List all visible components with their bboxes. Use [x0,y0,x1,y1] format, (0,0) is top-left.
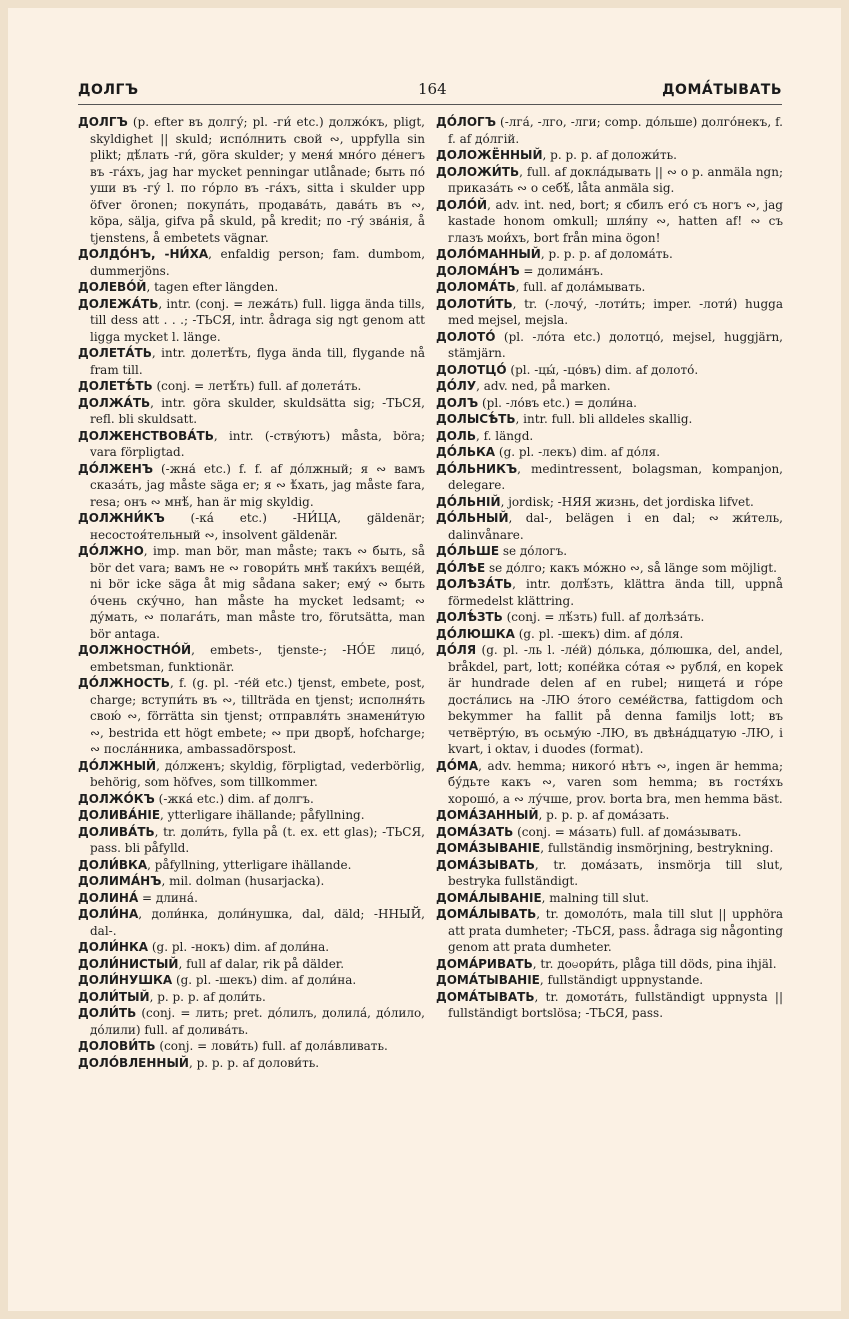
entry-definition: (g. pl. -шекъ) dim. af доли́на. [172,973,357,987]
dictionary-entry [78,675,425,758]
dictionary-entry [436,758,783,808]
dictionary-entry [436,362,783,379]
entry-headword: ДОМА́ЛЫВАТЬ [436,907,537,921]
entry-definition: (pl. -ло́та etc.) долотцо́, mejsel, huggjärn, stämjärn. [448,329,783,360]
entry-headword: ДОМА́ТЫВАНІЕ [436,973,540,987]
dictionary-entry [78,807,425,824]
entry-headword: ДОМА́РИВАТЬ [436,956,533,971]
entry-headword: ДОЛЕТѢ́ТЬ [78,379,153,393]
entry-definition: (g. pl. -нокъ) dim. af доли́на. [148,940,330,954]
entry-headword: ДОЛИ́ВКА [78,857,148,872]
dictionary-entry [78,114,425,246]
entry-headword: ДОЛОТЦО́ [436,362,507,377]
entry-definition: (conj. = ма́зать) full. af дома́зывать. [513,824,742,839]
dictionary-entry [436,246,783,263]
dictionary-entry [436,395,783,412]
dictionary-entry [78,378,425,395]
dictionary-entry [78,428,425,461]
dictionary-entry [436,972,783,989]
entry-definition: , p. p. p. af долови́ть. [188,1055,320,1070]
entry-headword: ДОЛѢ́ЗТЬ [436,610,503,624]
dictionary-entry [436,989,783,1022]
left-column [78,114,425,1214]
entry-definition: , embets-, tjenste-; -НО́Е лицо́, embetsman, funktionär. [90,643,425,674]
entry-headword: ДОЛЖНИ́КЪ [78,511,165,525]
entry-headword: ДОЛДО́НЪ, -НИ́ХА [78,247,209,261]
dictionary-entry [78,972,425,989]
dictionary-entry [78,642,425,675]
entry-headword: ДОМА́ТЫВАТЬ [436,989,535,1004]
entry-headword: ДОЛИ́НУШКА [78,973,173,987]
entry-headword: ДОМА́ЗЫВАНІЕ [436,841,541,855]
entry-headword: ДОЛИ́ТЫЙ [78,989,150,1004]
entry-definition: (-лга́, -лго, -лги; comp. до́льше) долго́некъ, f. f. af до́лгій. [448,115,783,146]
entry-definition: , intr. full. bli alldeles skallig. [515,412,693,426]
entry-headword: ДОЛОМА́ТЬ [436,280,516,294]
entry-headword: ДОЛЕЖА́ТЬ [78,296,159,311]
entry-definition: , tr. (-лочу́, -лоти́ть; imper. -лоти́) hugga med mejsel, mejsla. [448,296,783,327]
entry-headword: ДО́ЛЖНОСТЬ [78,676,170,690]
dictionary-entry [436,428,783,445]
entry-definition: , imp. man bör, man måste; такъ ∾ быть, så bör det vara; вамъ не ∾ говори́ть мнѣ́ таки́хъ веще́й, ni bör icke säga åt mig sådana saker; ему́ ∾ быть о́чень ску́чно, han måste ha mycket ledsamt; ∾ ду́мать, ∾ полага́ть, man måste tro, förutsätta, man bör antaga. [90,544,425,641]
dictionary-entry [436,906,783,956]
entry-definition: , f. (g. pl. -те́й etc.) tjenst, embete, post, charge; вступи́ть въ ∾, tillträda en tjenst; исполня́ть свою́ ∾, förrätta sin tjenst; отправля́ть знамени́тую ∾, bestrida ett högt embete; ∾ при дворѣ́, hofcharge; ∾ посла́нника, ambassadörspost. [90,676,425,756]
header-left-guideword: ДОЛГЪ [78,82,139,98]
page-number: 164 [418,80,447,98]
dictionary-entry [78,824,425,857]
dictionary-entry [78,906,425,939]
entry-definition: , f. längd. [476,428,534,443]
header-rule [78,104,782,105]
dictionary-entry [436,494,783,511]
entry-definition: , fullständigt uppnystande. [539,973,704,987]
dictionary-entry [436,510,783,543]
entry-definition: (g. pl. -лекъ) dim. af до́ля. [495,445,661,459]
entry-definition: , påfyllning, ytterligare ihällande. [147,857,352,872]
entry-definition: , tr. доли́ть, fylla på (t. ex. ett glas); -ТЬСЯ, pass. bli påfylld. [90,824,425,855]
entry-headword: ДОЛО́МАННЫЙ [436,247,541,261]
dictionary-entry [78,890,425,907]
entry-headword: ДО́ЛОГЪ [436,115,496,129]
entry-headword: ДОМА́ЛЫВАНІЕ [436,890,542,905]
entry-headword: ДОЛИВА́НІЕ [78,808,161,822]
entry-headword: ДО́ЛЖЕНЪ [78,461,154,476]
entry-definition: (conj. = лить; pret. до́лилъ, долила́, до́лило, до́лили) full. af долива́ть. [90,1006,425,1037]
dictionary-entry [436,807,783,824]
entry-definition: (conj. = летѣ́ть) full. af долета́ть. [152,379,362,393]
entry-headword: ДОМА́ЗАТЬ [436,824,514,839]
entry-definition: , p. p. p. af дома́зать. [538,808,670,822]
entry-definition: , adv. ned, på marken. [476,379,611,393]
entry-headword: ДОЛО́ВЛЕННЫЙ [78,1055,189,1070]
entry-headword: ДОЛЫСѢ́ТЬ [436,412,516,426]
dictionary-entry [436,444,783,461]
page-header [78,80,782,102]
dictionary-entry [436,461,783,494]
entry-definition: (conj. = лови́ть) full. af дола́вливать. [155,1039,388,1053]
dictionary-entry [436,543,783,560]
entry-definition: , full af dalar, rik på dälder. [178,956,345,971]
entry-definition: = долима́нъ. [519,263,604,278]
entry-definition: , p. p. p. af доложи́ть. [542,148,677,162]
entry-headword: ДО́ЛЬШЕ [436,544,500,558]
dictionary-entry [436,642,783,758]
dictionary-entry [78,296,425,346]
dictionary-entry [436,378,783,395]
dictionary-entry [78,395,425,428]
dictionary-entry [436,263,783,280]
entry-headword: ДОЛИ́НКА [78,940,149,954]
entry-definition: , full. af дола́мывать. [515,280,646,294]
dictionary-entry [78,246,425,279]
entry-definition: , full. af докла́дывать || ∾ о p. anmäla ngn; приказа́ть ∾ о себѣ́, låta anmäla sig. [448,164,783,195]
dictionary-entry [436,840,783,857]
dictionary-entry [78,1055,425,1072]
dictionary-entry [436,279,783,296]
entry-definition: , mil. dolman (husarjacka). [161,874,325,888]
entry-headword: ДОЛЖА́ТЬ [78,395,151,410]
entry-definition: , adv. hemma; никого́ нѣтъ ∾, ingen är hemma; бу́дьте какъ ∾, varen som hemma; въ гостя́хъ хорошо́, а ∾ лу́чше, prov. borta bra, men hemma bäst. [448,758,783,806]
entry-definition: , intr. долетѣ́ть, flyga ända till, flygande nå fram till. [90,346,425,377]
entry-definition: se до́лго; какъ мо́жно ∾, så länge som möjligt. [485,560,777,575]
dictionary-entry [78,857,425,874]
entry-definition: , до́лженъ; skyldig, förpligtad, vederbörlig, behörig, som höfves, som tillkommer. [90,758,425,789]
entry-headword: ДОЛЖНОСТНО́Й [78,643,192,657]
entry-definition: (g. pl. -ль l. -ле́й) до́лька, до́люшка, del, andel, bråkdel, part, lott; копе́йка со́тая ∾ рубля́, en kopek är hundrade delen af en rubel; нищета́ и го́ре доста́лись на -ЛЮ э́того семе́йства, fattigdom och bekymmer ha fallit på denna familjs lott; въ четвёрту́ю, въ осьму́ю -ЛЮ, въ двѣна́дцатую -ЛЮ, i kvart, i oktav, i duodes (format). [448,643,783,756]
entry-definition: , malning till slut. [541,890,649,905]
entry-definition: , доли́нка, доли́нушка, dal, däld; -ННЫЙ, dal-. [90,907,425,938]
entry-headword: ДОЛЬ [436,428,477,443]
dictionary-entry [78,873,425,890]
entry-headword: ДО́ЛЬНИКЪ [436,461,518,476]
entry-definition: (-ка́ etc.) -НИ́ЦА, gäldenär; несостоя́тельный ∾, insolvent gäldenär. [90,511,425,542]
entry-definition: (conj. = лѣ́зть) full. af долѣза́ть. [502,610,705,624]
dictionary-entry [78,956,425,973]
dictionary-entry [436,576,783,609]
dictionary-entry [78,345,425,378]
entry-headword: ДО́ЛУ [436,379,477,393]
dictionary-entry [78,461,425,511]
entry-headword: ДОЛОМА́НЪ [436,263,520,278]
entry-headword: ДОЛОЖИ́ТЬ [436,164,520,179]
dictionary-entry [436,329,783,362]
entry-definition: , enfaldig person; fam. dumbom, dummerjöns. [90,247,425,278]
entry-headword: ДО́ЛЖНО [78,544,144,558]
entry-headword: ДОЛЖО́КЪ [78,791,155,806]
entry-definition: , adv. int. ned, bort; я сбилъ его́ съ ногъ ∾, jag kastade honom omkull; шля́пу ∾, hatten af! ∾ съ глазъ мои́хъ, bort från mina ögon! [448,197,783,245]
entry-definition: se до́логъ. [499,544,568,558]
entry-definition: , dal-, belägen i en dal; ∾ жи́тель, dalinvånare. [448,511,783,542]
entry-headword: ДО́ЛЮШКА [436,626,515,641]
entry-definition: , jordisk; -НЯЯ жизнь, det jordiska lifvet. [500,494,754,509]
entry-headword: ДО́МА [436,758,479,773]
entry-headword: ДОЛИВА́ТЬ [78,824,155,839]
entry-definition: , tr. домоло́ть, mala till slut || upphöra att prata dumheter; -ТЬСЯ, pass. ådraga sig någonting genom att prata dumheter. [448,907,783,954]
dictionary-entry [78,543,425,642]
entry-definition: , medintressent, bolagsman, kompanjon, delegare. [448,461,783,492]
entry-headword: ДОЛОТИ́ТЬ [436,296,513,311]
dictionary-entry [436,164,783,197]
dictionary-entry [78,989,425,1006]
entry-definition: , p. p. p. af доли́ть. [149,989,266,1004]
dictionary-entry [78,1038,425,1055]
entry-definition: (-жна́ etc.) f. f. af до́лжный; я ∾ вамъ сказа́ть, jag måste säga er; я ∾ ѣ́хать, jag måste fara, resa; онъ ∾ мнѣ́, han är mig skyldig. [90,461,425,509]
dictionary-entry [78,510,425,543]
entry-headword: ДОЛИМА́НЪ [78,874,162,888]
entry-headword: ДОЛѢЗА́ТЬ [436,577,513,591]
entry-headword: ДОЛИ́ТЬ [78,1006,137,1020]
entry-headword: ДОЛГЪ [78,115,128,129]
dictionary-entry [436,626,783,643]
entry-headword: ДО́ЛЖНЫЙ [78,758,157,773]
right-column [436,114,783,1214]
dictionary-entry [78,939,425,956]
dictionary-entry [436,956,783,973]
entry-headword: ДОЛИ́НА [78,907,139,921]
entry-headword: ДОЛЖЕНСТВОВА́ТЬ [78,428,214,443]
entry-definition: = длина́. [138,890,198,905]
entry-definition: , ytterligare ihällande; påfyllning. [160,808,365,822]
entry-headword: ДО́ЛЯ [436,643,477,657]
entry-definition: , tagen efter längden. [146,280,279,294]
entry-definition: , intr. (-ству́ютъ) måsta, böra; vara förpligtad. [90,428,425,459]
entry-headword: ДОЛИНА́ [78,890,139,905]
entry-definition: , p. p. p. af долома́ть. [540,247,673,261]
entry-headword: ДО́ЛЬНІЙ [436,494,501,509]
header-right-guideword: ДОМА́ТЫВАТЬ [662,82,782,98]
entry-headword: ДО́ЛЬНЫЙ [436,511,509,525]
entry-headword: ДОМА́ЗЫВАТЬ [436,857,535,872]
entry-headword: ДОЛЕВО́Й [78,280,147,294]
entry-definition: (p. efter въ долгу́; pl. -ги́ etc.) должо́къ, pligt, skyldighet || skuld; испо́лнить свой ∾, uppfylla sin plikt; дѣ́лать -ги́, göra skulder; у меня́ мно́го де́негъ въ -га́хъ, jag har mycket penningar utlånade; быть по́ уши въ -гу́ l. по го́рло въ -га́хъ, sitta i skulder upp öfver öronen; покупа́ть, продава́ть, дава́ть въ ∾, köpa, sälja, gifva på skuld, på kredit; по -гу́ зва́нія, å tjenstens, å embetets vägnar. [90,115,425,245]
entry-definition: (pl. -ло́въ etc.) = доли́на. [478,395,637,410]
entry-definition: (pl. -цы́, -цо́въ) dim. af долото́. [506,362,699,377]
entry-definition: , fullständig insmörjning, bestrykning. [540,841,774,855]
entry-definition: (g. pl. -шекъ) dim. af до́ля. [514,626,684,641]
dictionary-entry [78,791,425,808]
dictionary-entry [436,411,783,428]
entry-headword: ДОЛЪ [436,395,479,410]
dictionary-entry [436,824,783,841]
entry-headword: ДОЛОТО́ [436,329,496,344]
entry-headword: ДОЛИ́НИСТЫЙ [78,956,179,971]
entry-headword: ДО́ЛѢЕ [436,560,486,575]
entry-headword: ДОЛО́Й [436,197,488,212]
dictionary-entry [78,279,425,296]
entry-definition: , tr. доမори́ть, plåga till döds, pina ihjäl. [532,956,777,971]
entry-headword: ДОЛЕТА́ТЬ [78,346,152,360]
dictionary-entry [436,560,783,577]
entry-definition: , intr. долѣ́зть, klättra ända till, uppnå förmedelst klättring. [448,577,783,608]
entry-headword: ДО́ЛЬКА [436,445,496,459]
dictionary-entry [436,114,783,147]
entry-headword: ДОМА́ЗАННЫЙ [436,808,539,822]
entry-definition: (-жка́ etc.) dim. af долгъ. [154,791,314,806]
dictionary-entry [436,197,783,247]
dictionary-entry [436,296,783,329]
dictionary-entry [78,758,425,791]
dictionary-entry [436,857,783,890]
entry-headword: ДОЛОЖЁННЫЙ [436,148,543,162]
entry-headword: ДОЛОВИ́ТЬ [78,1039,156,1053]
entry-definition: , tr. дома́зать, insmörja till slut, bestryka fullständigt. [448,857,783,888]
dictionary-entry [436,609,783,626]
dictionary-entry [78,1005,425,1038]
dictionary-entry [436,147,783,164]
entry-definition: , tr. домота́ть, fullständigt uppnysta || fullständigt bortslösa; -ТЬСЯ, pass. [448,989,783,1020]
entry-definition: , intr. göra skulder, skuldsätta sig; -ТЬСЯ, refl. bli skuldsatt. [90,395,425,426]
dictionary-entry [436,890,783,907]
entry-definition: , intr. (conj. = лежа́ть) full. ligga ända tills, till dess att . . .; -ТЬСЯ, intr. ådraga sig ngt genom att ligga mycket l. länge. [90,296,425,344]
